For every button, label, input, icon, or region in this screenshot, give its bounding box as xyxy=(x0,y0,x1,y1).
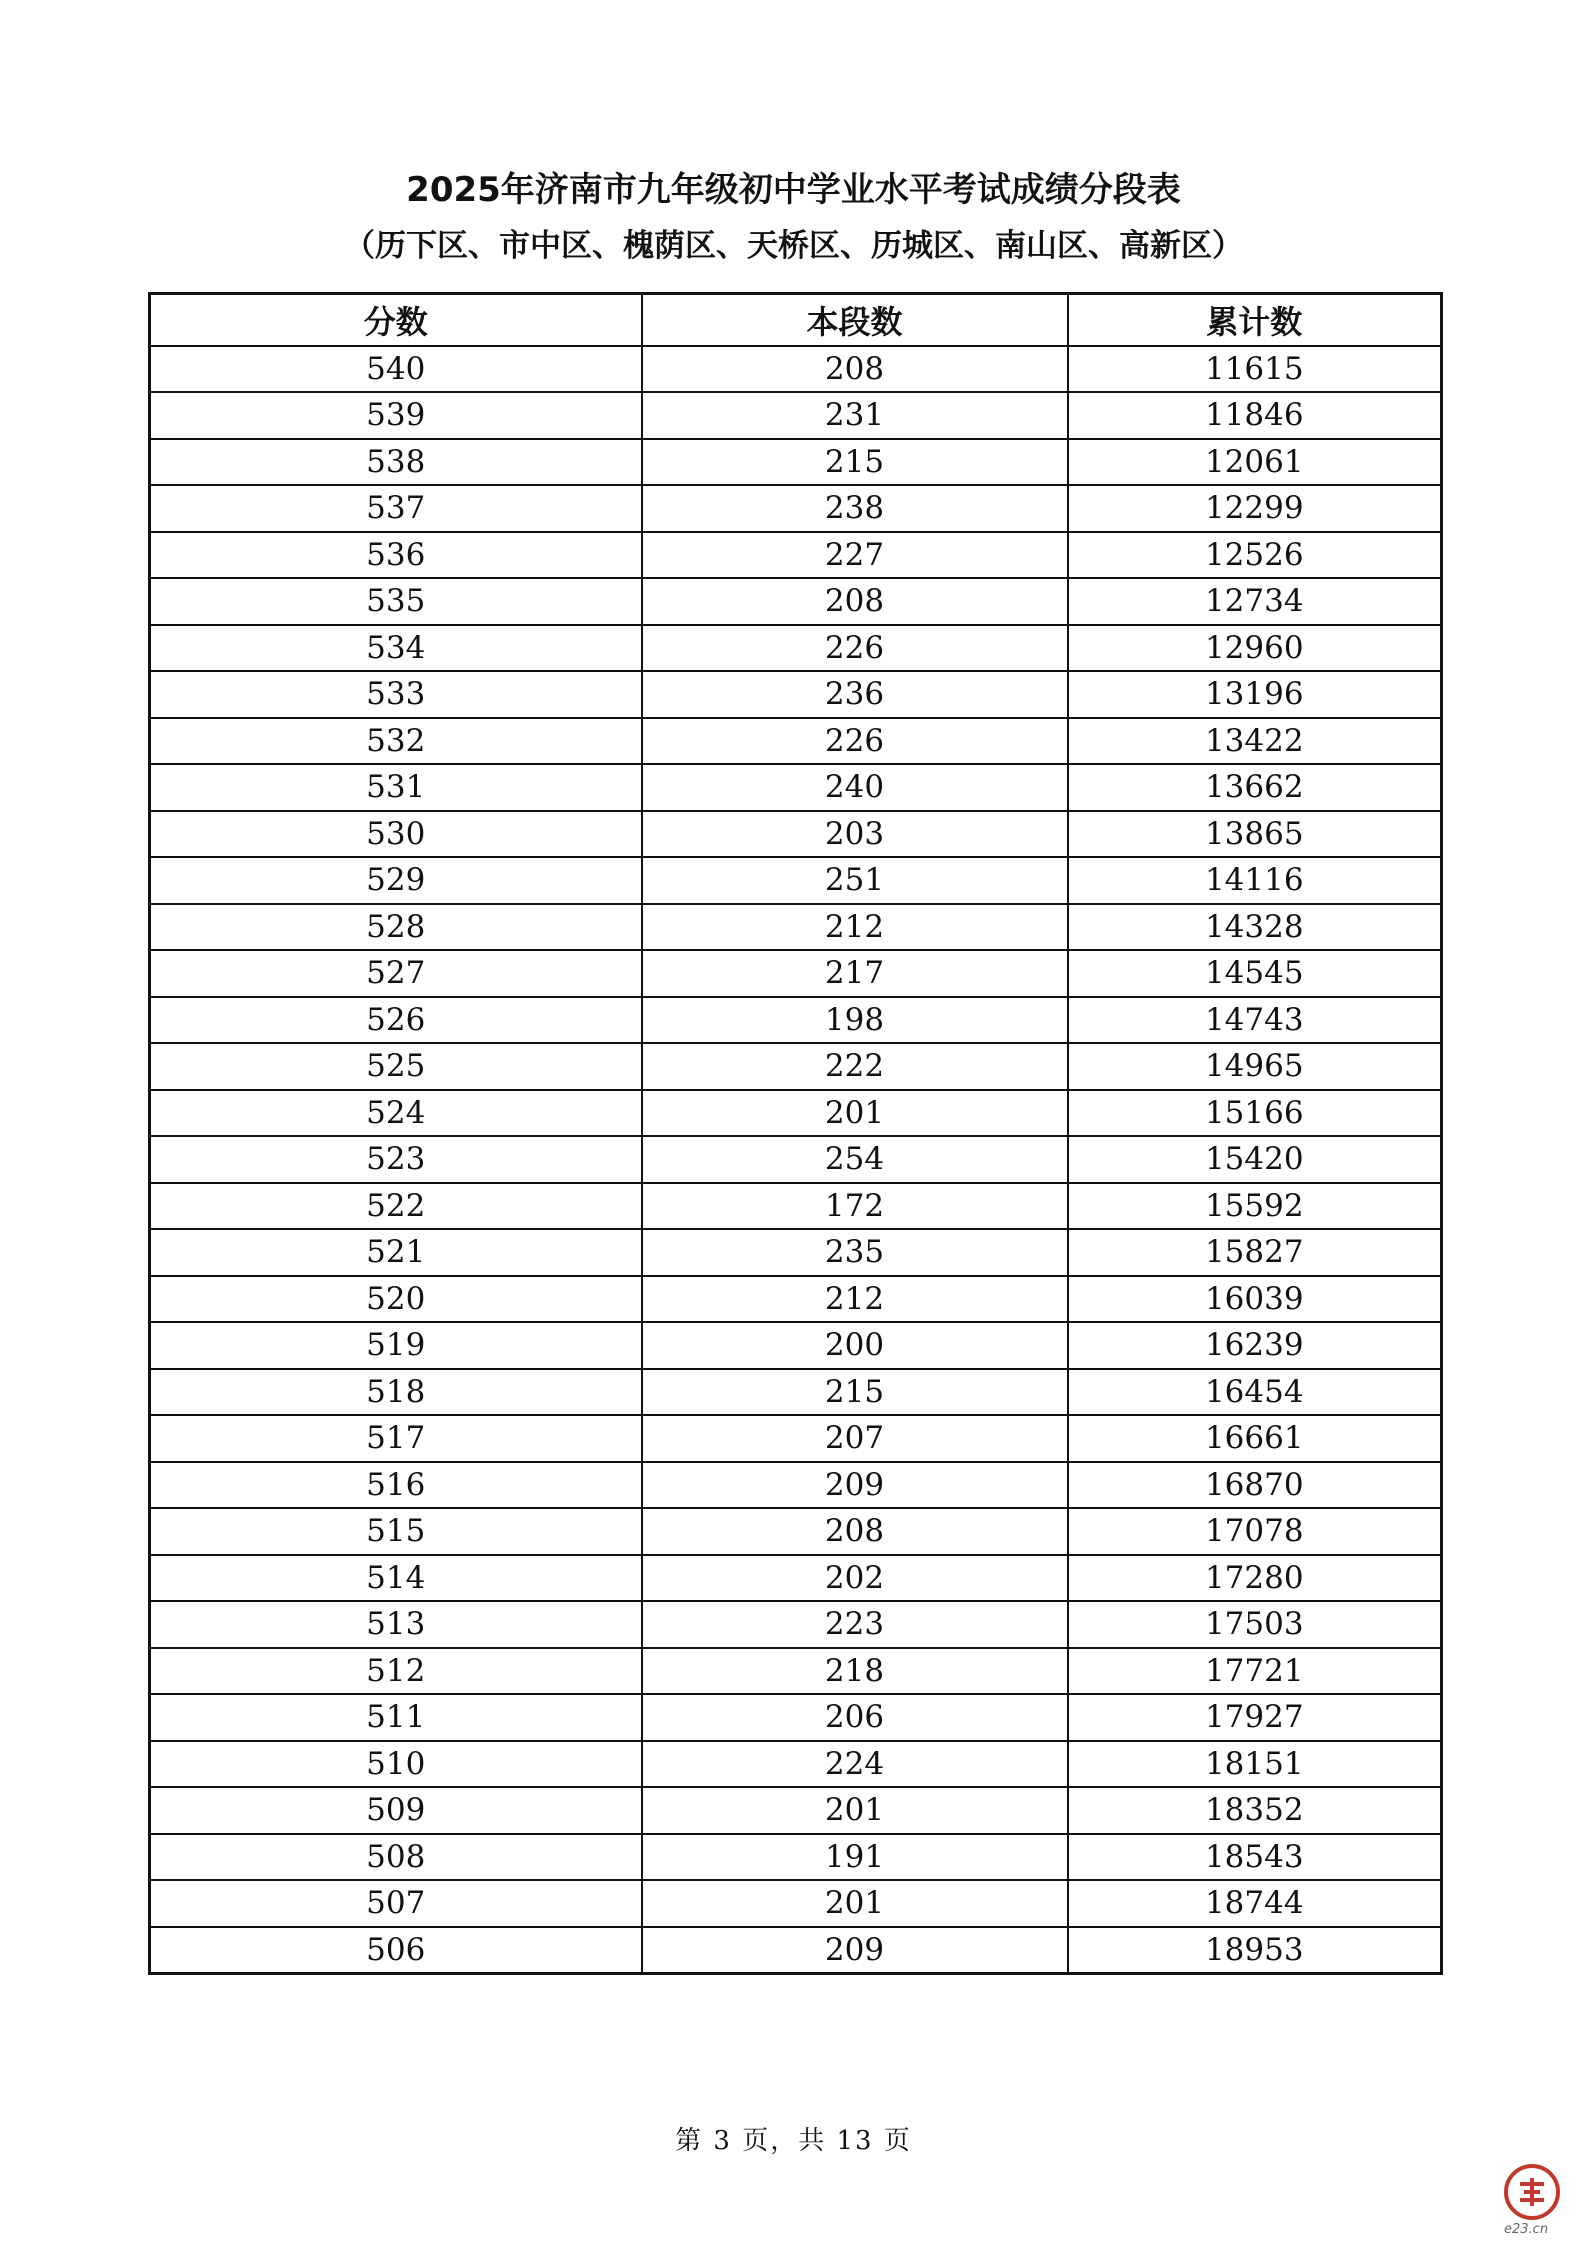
cumulative-count-cell: 16661 xyxy=(1068,1415,1442,1462)
score-cell: 525 xyxy=(150,1043,642,1090)
cumulative-count-cell: 18543 xyxy=(1068,1834,1442,1881)
segment-count-cell: 238 xyxy=(642,485,1068,532)
score-cell: 534 xyxy=(150,625,642,672)
score-cell: 518 xyxy=(150,1369,642,1416)
score-cell: 507 xyxy=(150,1880,642,1927)
score-cell: 540 xyxy=(150,346,642,393)
table-row xyxy=(150,392,1442,439)
cumulative-count-cell: 16039 xyxy=(1068,1276,1442,1323)
segment-count-cell: 203 xyxy=(642,811,1068,858)
score-cell: 530 xyxy=(150,811,642,858)
cumulative-count-cell: 12299 xyxy=(1068,485,1442,532)
table-header-row xyxy=(150,294,1442,346)
score-cell: 519 xyxy=(150,1322,642,1369)
table-row xyxy=(150,1880,1442,1927)
cumulative-count-cell: 11615 xyxy=(1068,346,1442,393)
table-row xyxy=(150,1741,1442,1788)
segment-count-cell: 206 xyxy=(642,1694,1068,1741)
segment-count-cell: 172 xyxy=(642,1183,1068,1230)
cumulative-count-cell: 18953 xyxy=(1068,1927,1442,1974)
table-row xyxy=(150,1183,1442,1230)
segment-count-cell: 227 xyxy=(642,532,1068,579)
segment-count-cell: 222 xyxy=(642,1043,1068,1090)
cumulative-count-cell: 11846 xyxy=(1068,392,1442,439)
table-row xyxy=(150,1927,1442,1974)
segment-count-cell: 254 xyxy=(642,1136,1068,1183)
segment-count-cell: 201 xyxy=(642,1880,1068,1927)
table-body xyxy=(150,346,1442,1974)
cumulative-count-cell: 18352 xyxy=(1068,1787,1442,1834)
table-row xyxy=(150,1369,1442,1416)
score-cell: 527 xyxy=(150,950,642,997)
score-distribution-table xyxy=(148,292,1443,1975)
table-row xyxy=(150,1694,1442,1741)
cumulative-count-cell: 13662 xyxy=(1068,764,1442,811)
segment-count-cell: 209 xyxy=(642,1927,1068,1974)
cumulative-count-cell: 13422 xyxy=(1068,718,1442,765)
score-cell: 537 xyxy=(150,485,642,532)
score-cell: 533 xyxy=(150,671,642,718)
segment-count-cell: 226 xyxy=(642,625,1068,672)
segment-count-cell: 217 xyxy=(642,950,1068,997)
segment-count-cell: 209 xyxy=(642,1462,1068,1509)
cumulative-count-cell: 15420 xyxy=(1068,1136,1442,1183)
cumulative-count-cell: 14545 xyxy=(1068,950,1442,997)
cumulative-count-cell: 14328 xyxy=(1068,904,1442,951)
score-cell: 522 xyxy=(150,1183,642,1230)
score-cell: 531 xyxy=(150,764,642,811)
cumulative-count-cell: 12526 xyxy=(1068,532,1442,579)
score-cell: 536 xyxy=(150,532,642,579)
table-row xyxy=(150,718,1442,765)
cumulative-count-cell: 17078 xyxy=(1068,1508,1442,1555)
table-row xyxy=(150,857,1442,904)
score-cell: 506 xyxy=(150,1927,642,1974)
cumulative-count-cell: 17503 xyxy=(1068,1601,1442,1648)
cumulative-count-cell: 14965 xyxy=(1068,1043,1442,1090)
segment-count-cell: 208 xyxy=(642,1508,1068,1555)
cumulative-count-cell: 12734 xyxy=(1068,578,1442,625)
score-cell: 508 xyxy=(150,1834,642,1881)
segment-count-cell: 208 xyxy=(642,578,1068,625)
document-title: 2025年济南市九年级初中学业水平考试成绩分段表 xyxy=(406,170,1181,210)
cumulative-count-cell: 13196 xyxy=(1068,671,1442,718)
score-cell: 539 xyxy=(150,392,642,439)
cumulative-count-cell: 14116 xyxy=(1068,857,1442,904)
segment-count-cell: 224 xyxy=(642,1741,1068,1788)
score-cell: 516 xyxy=(150,1462,642,1509)
segment-count-cell: 218 xyxy=(642,1648,1068,1695)
e23-logo-text: e23.cn xyxy=(1504,2222,1549,2237)
table-row xyxy=(150,1834,1442,1881)
table-row xyxy=(150,1229,1442,1276)
table-row xyxy=(150,904,1442,951)
segment-count-cell: 215 xyxy=(642,439,1068,486)
cumulative-count-cell: 16454 xyxy=(1068,1369,1442,1416)
header-cumulative-count: 累计数 xyxy=(1068,294,1442,346)
table-row xyxy=(150,1601,1442,1648)
cumulative-count-cell: 16870 xyxy=(1068,1462,1442,1509)
cumulative-count-cell: 17280 xyxy=(1068,1555,1442,1602)
segment-count-cell: 212 xyxy=(642,904,1068,951)
score-cell: 510 xyxy=(150,1741,642,1788)
document-subtitle: （历下区、市中区、槐荫区、天桥区、历城区、南山区、高新区） xyxy=(344,228,1243,264)
segment-count-cell: 240 xyxy=(642,764,1068,811)
segment-count-cell: 201 xyxy=(642,1787,1068,1834)
cumulative-count-cell: 12960 xyxy=(1068,625,1442,672)
score-cell: 529 xyxy=(150,857,642,904)
score-cell: 509 xyxy=(150,1787,642,1834)
cumulative-count-cell: 18744 xyxy=(1068,1880,1442,1927)
cumulative-count-cell: 17721 xyxy=(1068,1648,1442,1695)
table-row xyxy=(150,997,1442,1044)
table-row xyxy=(150,1090,1442,1137)
table-row xyxy=(150,1508,1442,1555)
segment-count-cell: 207 xyxy=(642,1415,1068,1462)
table-row xyxy=(150,346,1442,393)
segment-count-cell: 215 xyxy=(642,1369,1068,1416)
cumulative-count-cell: 15592 xyxy=(1068,1183,1442,1230)
table-row xyxy=(150,1276,1442,1323)
score-cell: 535 xyxy=(150,578,642,625)
segment-count-cell: 236 xyxy=(642,671,1068,718)
table-row xyxy=(150,1043,1442,1090)
score-cell: 521 xyxy=(150,1229,642,1276)
cumulative-count-cell: 16239 xyxy=(1068,1322,1442,1369)
cumulative-count-cell: 12061 xyxy=(1068,439,1442,486)
segment-count-cell: 251 xyxy=(642,857,1068,904)
cumulative-count-cell: 18151 xyxy=(1068,1741,1442,1788)
table-row xyxy=(150,811,1442,858)
score-cell: 517 xyxy=(150,1415,642,1462)
table-row xyxy=(150,1415,1442,1462)
table-row xyxy=(150,1322,1442,1369)
table-row xyxy=(150,764,1442,811)
page-footer: 第 3 页，共 13 页 xyxy=(675,2126,912,2156)
score-cell: 523 xyxy=(150,1136,642,1183)
table-row xyxy=(150,950,1442,997)
score-cell: 538 xyxy=(150,439,642,486)
e23-logo-icon xyxy=(1502,2162,1562,2222)
segment-count-cell: 202 xyxy=(642,1555,1068,1602)
segment-count-cell: 226 xyxy=(642,718,1068,765)
score-cell: 511 xyxy=(150,1694,642,1741)
table-row xyxy=(150,625,1442,672)
table-row xyxy=(150,532,1442,579)
score-cell: 512 xyxy=(150,1648,642,1695)
table-row xyxy=(150,1136,1442,1183)
score-cell: 528 xyxy=(150,904,642,951)
header-score: 分数 xyxy=(150,294,642,346)
cumulative-count-cell: 14743 xyxy=(1068,997,1442,1044)
cumulative-count-cell: 17927 xyxy=(1068,1694,1442,1741)
segment-count-cell: 198 xyxy=(642,997,1068,1044)
header-segment-count: 本段数 xyxy=(642,294,1068,346)
cumulative-count-cell: 15166 xyxy=(1068,1090,1442,1137)
score-cell: 524 xyxy=(150,1090,642,1137)
segment-count-cell: 201 xyxy=(642,1090,1068,1137)
score-cell: 514 xyxy=(150,1555,642,1602)
segment-count-cell: 191 xyxy=(642,1834,1068,1881)
segment-count-cell: 200 xyxy=(642,1322,1068,1369)
score-cell: 520 xyxy=(150,1276,642,1323)
table-row xyxy=(150,1648,1442,1695)
table-row xyxy=(150,1787,1442,1834)
cumulative-count-cell: 13865 xyxy=(1068,811,1442,858)
table-row xyxy=(150,1555,1442,1602)
score-cell: 532 xyxy=(150,718,642,765)
cumulative-count-cell: 15827 xyxy=(1068,1229,1442,1276)
segment-count-cell: 231 xyxy=(642,392,1068,439)
score-cell: 526 xyxy=(150,997,642,1044)
score-cell: 515 xyxy=(150,1508,642,1555)
segment-count-cell: 212 xyxy=(642,1276,1068,1323)
segment-count-cell: 235 xyxy=(642,1229,1068,1276)
table-row xyxy=(150,578,1442,625)
table-row xyxy=(150,671,1442,718)
segment-count-cell: 223 xyxy=(642,1601,1068,1648)
table-row xyxy=(150,485,1442,532)
score-cell: 513 xyxy=(150,1601,642,1648)
table-row xyxy=(150,1462,1442,1509)
segment-count-cell: 208 xyxy=(642,346,1068,393)
table-row xyxy=(150,439,1442,486)
